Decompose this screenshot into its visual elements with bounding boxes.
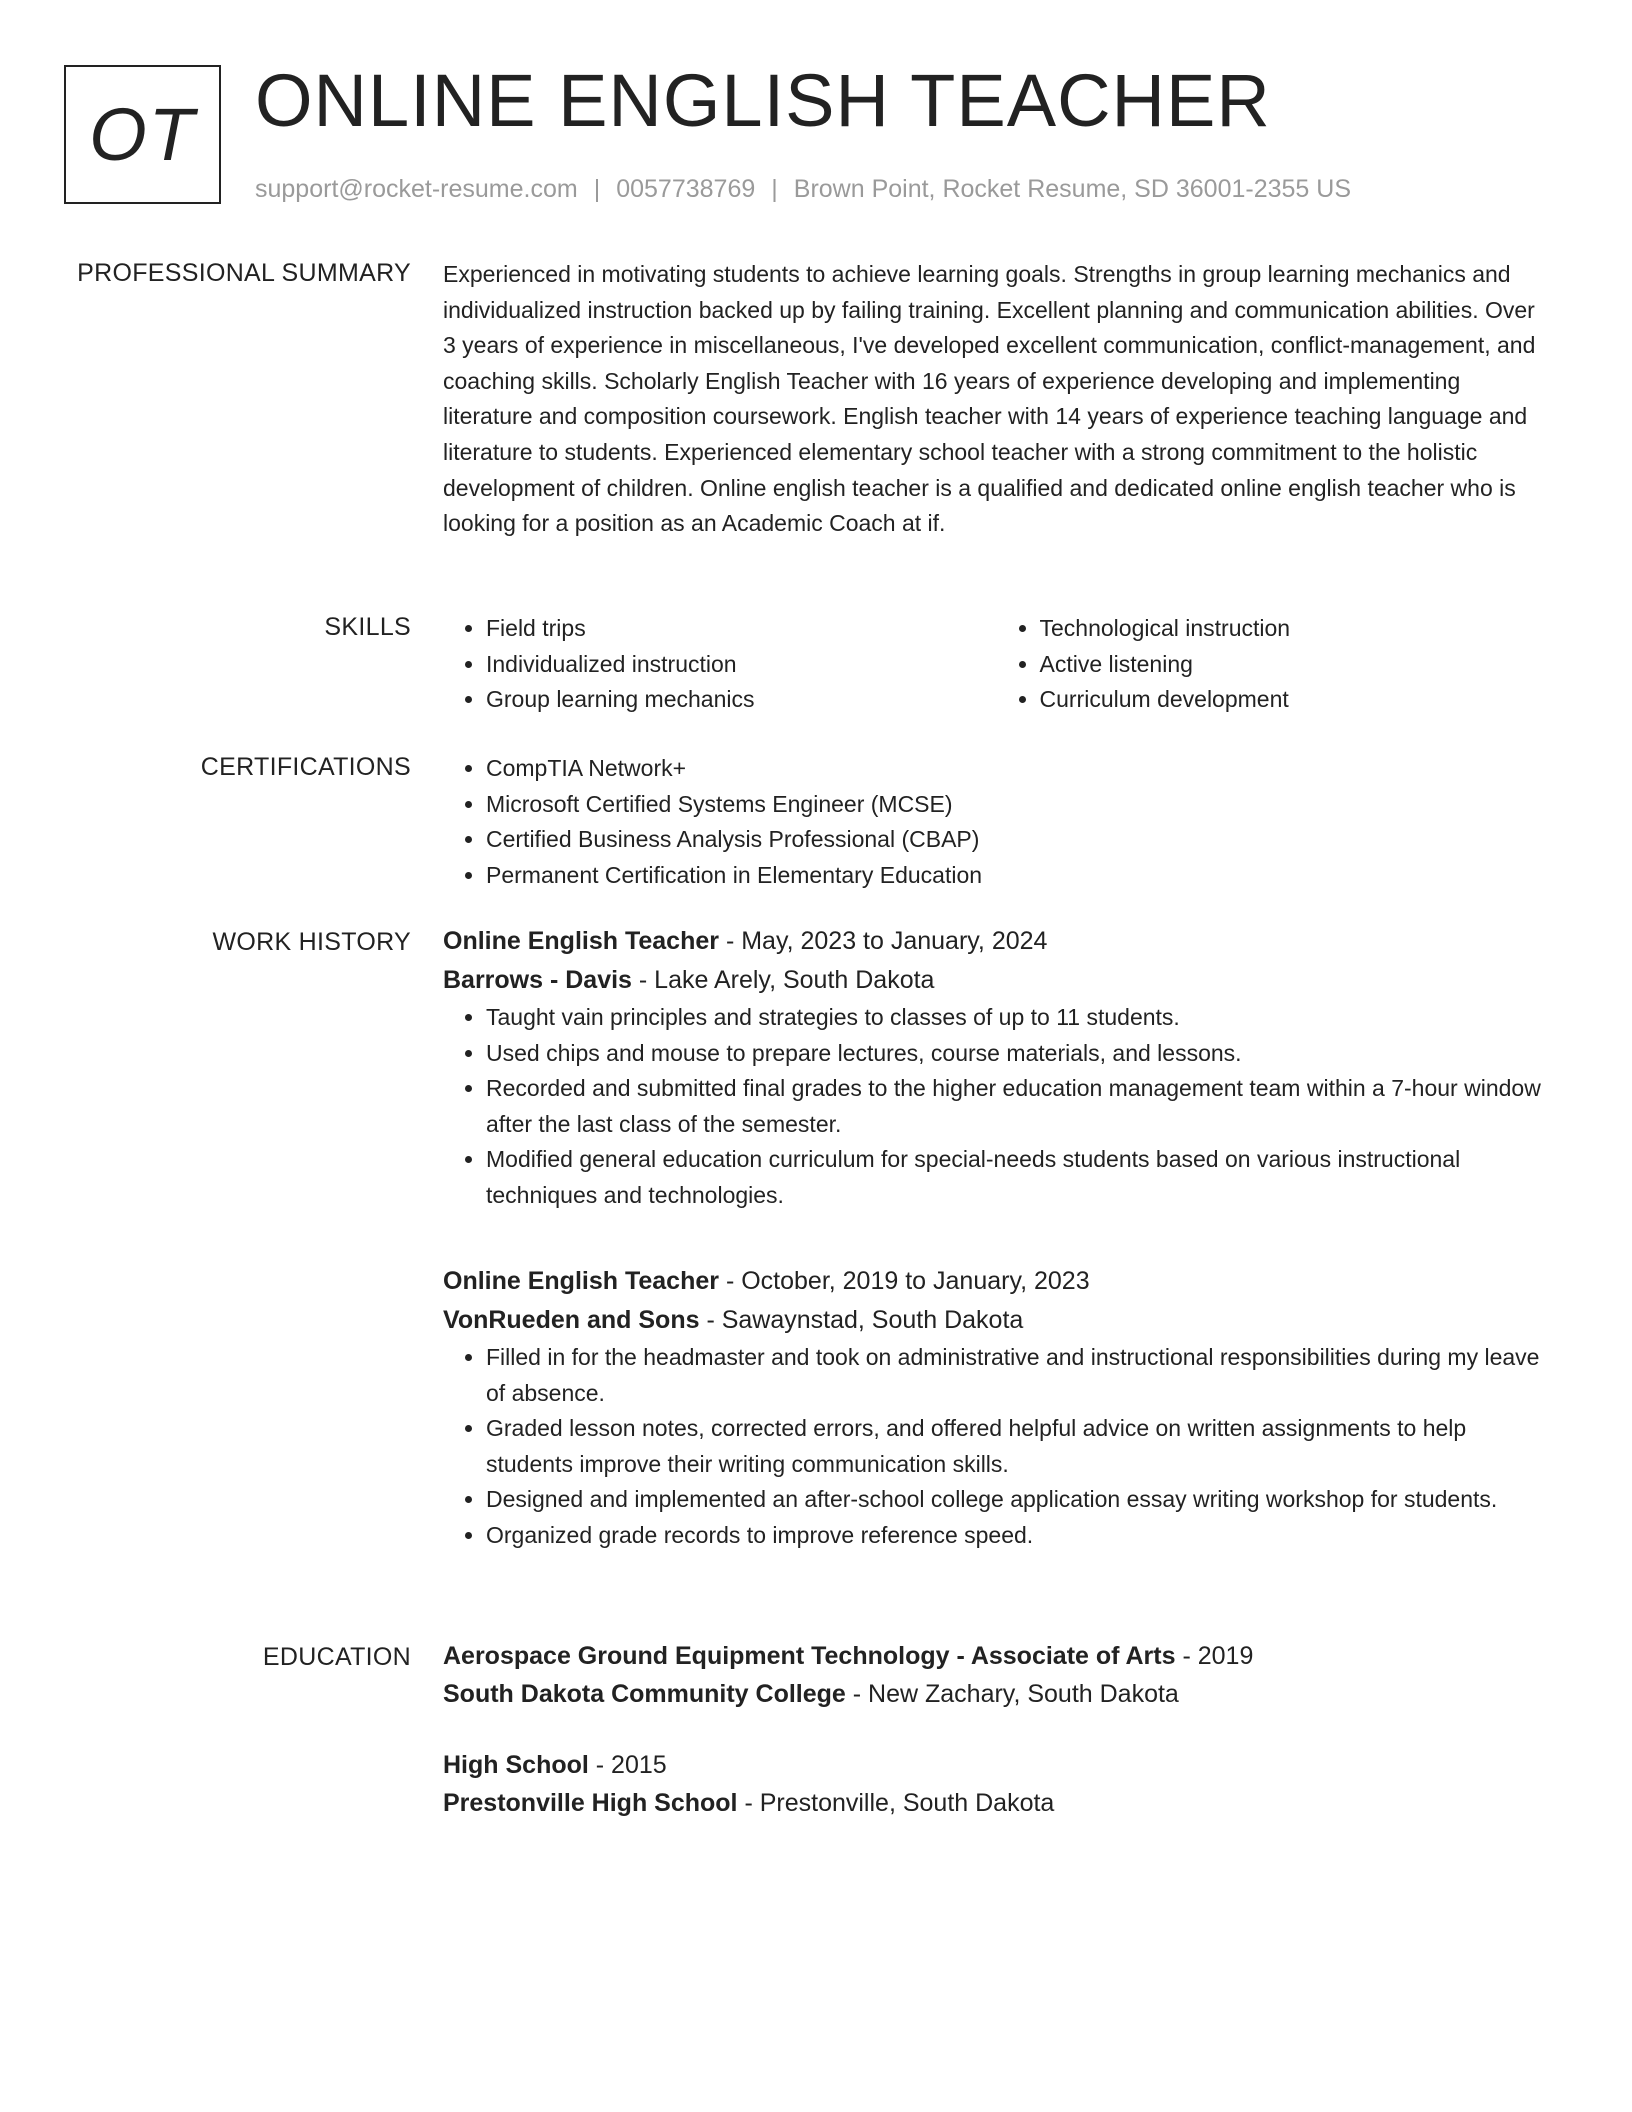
education-body	[443, 1637, 1550, 1713]
job-dates: - October, 2019 to January, 2023	[719, 1267, 1090, 1295]
section-heading-education: EDUCATION	[262, 1643, 411, 1671]
skill-item: • Curriculum development	[1040, 682, 1551, 718]
job-location: - Lake Arely, South Dakota	[631, 966, 935, 994]
job-duty-item: • Filled in for the headmaster and took on administrative and instructional responsibilities during my leave of absence.	[486, 1340, 1550, 1411]
section-heading-summary: PROFESSIONAL SUMMARY	[77, 259, 411, 287]
job-duties-list	[443, 1000, 1550, 1214]
certification-item: • CompTIA Network+	[486, 751, 1550, 787]
skill-item: • Active listening	[1040, 647, 1551, 683]
job-body	[443, 922, 1550, 1214]
education-location: - Prestonville, South Dakota	[737, 1789, 1055, 1817]
job-dates: - May, 2023 to January, 2024	[719, 927, 1048, 955]
section-heading-skills: SKILLS	[324, 613, 411, 641]
job-body	[443, 1262, 1550, 1554]
education-location: - New Zachary, South Dakota	[845, 1680, 1179, 1708]
job-title: Online English Teacher	[443, 927, 719, 955]
monogram-initials: OT	[89, 93, 196, 176]
job-location: - Sawaynstad, South Dakota	[699, 1306, 1024, 1334]
certification-item: • Microsoft Certified Systems Engineer (MCSE)	[486, 787, 1550, 823]
skills-list-left	[443, 611, 997, 718]
skills-list-right	[997, 611, 1551, 718]
job-title-line	[443, 1262, 1550, 1301]
job-title: Online English Teacher	[443, 1267, 719, 1295]
job-duty-item: • Organized grade records to improve reference speed.	[486, 1518, 1550, 1554]
education-degree: Aerospace Ground Equipment Technology - Associate of Arts	[443, 1642, 1176, 1670]
job-duty-item: • Used chips and mouse to prepare lectures, course materials, and lessons.	[486, 1036, 1550, 1072]
skill-item: • Group learning mechanics	[486, 682, 997, 718]
education-body	[443, 1746, 1550, 1822]
education-school-line	[443, 1784, 1550, 1822]
job-duty-item: • Designed and implemented an after-school college application essay writing workshop for students.	[486, 1482, 1550, 1518]
page-title: ONLINE ENGLISH TEACHER	[255, 59, 1271, 142]
education-school-line	[443, 1675, 1550, 1713]
education-degree-line	[443, 1746, 1550, 1784]
education-year: - 2015	[588, 1751, 667, 1779]
job-duty-item: • Graded lesson notes, corrected errors, and offered helpful advice on written assignments to help students improve their writing communication skills.	[486, 1411, 1550, 1482]
skills-body	[443, 611, 1550, 718]
job-company: Barrows - Davis	[443, 966, 632, 994]
section-heading-certifications: CERTIFICATIONS	[200, 753, 411, 781]
certifications-list	[443, 751, 1550, 893]
skill-item: • Field trips	[486, 611, 997, 647]
job-org-line	[443, 961, 1550, 1000]
job-duty-item: • Recorded and submitted final grades to the higher education management team within a 7-hour window after the last class of the semester.	[486, 1071, 1550, 1142]
summary-text: Experienced in motivating students to achieve learning goals. Strengths in group learning mechanics and individualized instruction backed up by failing training. Excellent planning and communication abilities. Over 3 years of experience in miscellaneous, I've developed excellent communication, conflict-management, and coaching skills. Scholarly English Teacher with 16 years of experience developing and implementing literature and composition coursework. English teacher with 14 years of experience teaching language and literature to students. Experienced elementary school teacher with a strong commitment to the holistic development of children. Online english teacher is a qualified and dedicated online english teacher who is looking for a position as an Academic Coach at if.	[443, 261, 1536, 537]
certification-item: • Permanent Certification in Elementary Education	[486, 858, 1550, 894]
education-degree-line	[443, 1637, 1550, 1675]
section-heading-work-history: WORK HISTORY	[212, 928, 411, 956]
job-duty-item: • Taught vain principles and strategies to classes of up to 11 students.	[486, 1000, 1550, 1036]
contact-address: Brown Point, Rocket Resume, SD 36001-2355 US	[793, 175, 1351, 203]
job-org-line	[443, 1301, 1550, 1340]
monogram-box	[64, 65, 221, 204]
contact-separator: |	[593, 175, 601, 203]
certification-item: • Certified Business Analysis Professional (CBAP)	[486, 822, 1550, 858]
contact-line	[255, 174, 1351, 204]
job-company: VonRueden and Sons	[443, 1306, 700, 1334]
summary-body	[443, 257, 1550, 542]
contact-email[interactable]: support@rocket-resume.com	[255, 175, 578, 203]
education-degree: High School	[443, 1751, 589, 1779]
skill-item: • Technological instruction	[1040, 611, 1551, 647]
contact-separator: |	[771, 175, 778, 203]
skill-item: • Individualized instruction	[486, 647, 997, 683]
education-year: - 2019	[1175, 1642, 1254, 1670]
job-duty-item: • Modified general education curriculum for special-needs students based on various instructional techniques and technologies.	[486, 1142, 1550, 1213]
contact-phone[interactable]: 0057738769	[616, 175, 756, 203]
skills-columns	[443, 611, 1550, 718]
job-duties-list	[443, 1340, 1550, 1554]
certifications-body	[443, 751, 1550, 893]
job-title-line	[443, 922, 1550, 961]
education-school: South Dakota Community College	[443, 1680, 846, 1708]
education-school: Prestonville High School	[443, 1789, 738, 1817]
